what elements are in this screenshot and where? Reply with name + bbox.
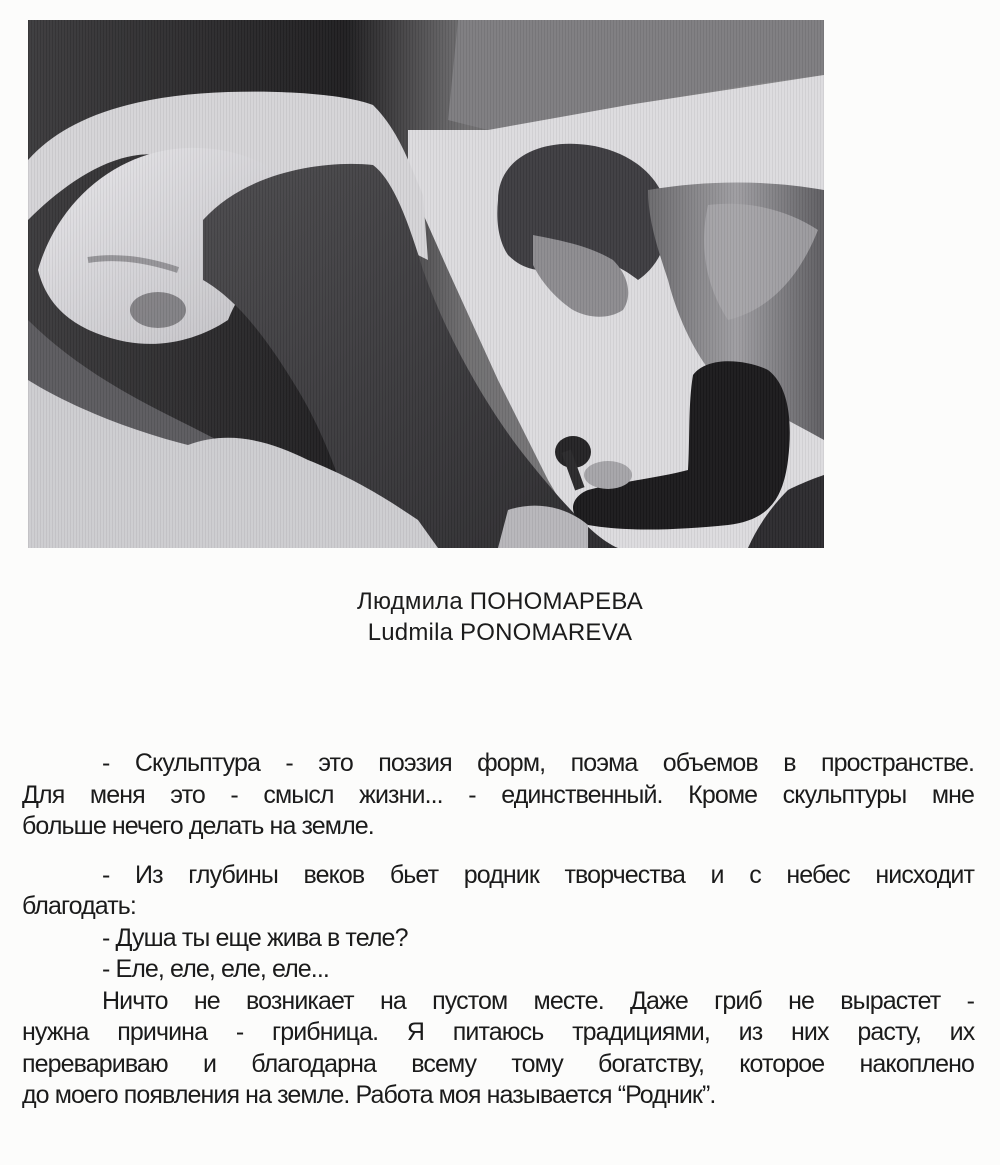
dialogue-line-1: - Душа ты еще жива в теле? bbox=[102, 923, 408, 952]
paragraph-2-line-2: благодать: bbox=[22, 892, 136, 920]
paragraph-3-line-1: Ничто не возникает на пустом месте. Даже гриб не вырастет - bbox=[102, 986, 974, 1015]
sculptor-photo bbox=[28, 20, 824, 548]
paragraph-1-line-3: больше нечего делать на земле. bbox=[22, 812, 374, 840]
author-name-russian: Людмила ПОНОМАРЕВА bbox=[357, 588, 643, 615]
photo-image bbox=[28, 20, 824, 548]
paragraph-1-line-2: Для меня это - смысл жизни... - единственный. Кроме скульптуры мне bbox=[22, 780, 975, 809]
paragraph-3-line-3: перевариваю и благодарна всему тому богатству, которое накоплено bbox=[22, 1049, 974, 1078]
author-name-english: Ludmila PONOMAREVA bbox=[367, 619, 633, 646]
paragraph-1-line-1: - Скульптура - это поэзия форм, поэма объемов в пространстве. bbox=[102, 749, 974, 777]
paragraph-1 bbox=[22, 748, 974, 843]
paragraph-2 bbox=[22, 860, 974, 923]
paragraph-3-line-2: нужна причина - грибница. Я питаюсь традициями, из них расту, их bbox=[22, 1018, 975, 1046]
paragraph-2-line-1: - Из глубины веков бьет родник творчества и с небес нисходит bbox=[102, 860, 974, 889]
paragraph-3-line-4: до моего появления на земле. Работа моя называется “Родник”. bbox=[22, 1081, 716, 1109]
photo-caption bbox=[0, 586, 1000, 648]
dialogue bbox=[22, 923, 974, 986]
dialogue-line-2: - Еле, еле, еле, еле... bbox=[102, 955, 329, 983]
paragraph-3 bbox=[22, 986, 974, 1112]
body-text bbox=[22, 748, 974, 1112]
